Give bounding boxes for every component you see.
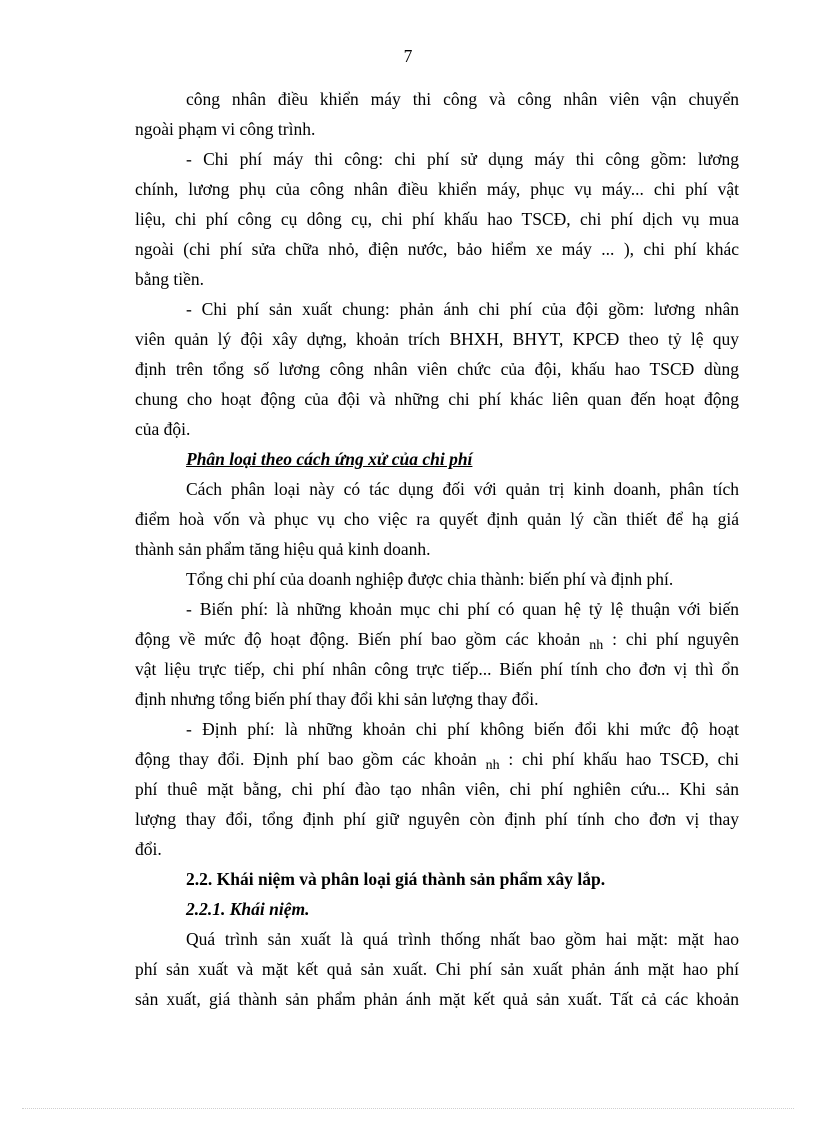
text-line: công nhân điều khiển máy thi công và công nhân viên vận chuyển xyxy=(186,89,739,109)
text-line: điểm hoà vốn và phục vụ cho việc ra quyết định quản lý cần thiết để hạ giá xyxy=(135,509,739,529)
text-line: 2.2.1. Khái niệm. xyxy=(186,899,310,919)
text-line: ngoài phạm vi công trình. xyxy=(135,119,316,139)
text-line: định trên tổng số lương công nhân viên chức của đội, khấu hao TSCĐ dùng xyxy=(135,359,739,379)
text-segment: : chi phí nguyên xyxy=(603,629,739,649)
text-line: - Chi phí máy thi công: chi phí sử dụng máy thi công gồm: lương xyxy=(186,149,739,169)
text-line: lượng thay đổi, tổng định phí giữ nguyên còn định phí tính cho đơn vị thay xyxy=(135,809,739,829)
text-line: sản xuất, giá thành sản phẩm phản ánh mặt kết quả sản xuất. Tất cả các khoản xyxy=(135,989,739,1009)
text-line: phí sản xuất và mặt kết quả sản xuất. Chi phí sản xuất phản ánh mặt hao phí xyxy=(135,959,739,979)
text-line xyxy=(135,744,739,774)
text-line: chung cho hoạt động của đội và những chi phí khác liên quan đến hoạt động xyxy=(135,389,739,409)
text-line: đổi. xyxy=(135,839,162,859)
text-line: liệu, chi phí công cụ dông cụ, chi phí khấu hao TSCĐ, chi phí dịch vụ mua xyxy=(135,209,739,229)
text-line: - Định phí: là những khoản chi phí không biến đổi khi mức độ hoạt xyxy=(186,719,739,739)
text-line: phí thuê mặt bằng, chi phí đào tạo nhân viên, chi phí nghiên cứu... Khi sản xyxy=(135,779,739,799)
text-line: của đội. xyxy=(135,419,191,439)
text-segment: : chi phí khấu hao TSCĐ, chi xyxy=(499,749,739,769)
text-segment: động về mức độ hoạt động. Biến phí bao gồm các khoản xyxy=(135,629,581,649)
text-line: chính, lương phụ của công nhân điều khiển máy, phục vụ máy... chi phí vật xyxy=(135,179,739,199)
text-line: 2.2. Khái niệm và phân loại giá thành sản phẩm xây lắp. xyxy=(186,869,606,889)
text-line: Phân loại theo cách ứng xử của chi phí xyxy=(186,449,473,469)
page-number: 7 xyxy=(403,46,413,66)
text-line: Tổng chi phí của doanh nghiệp được chia thành: biến phí và định phí. xyxy=(186,569,674,589)
text-line: vật liệu trực tiếp, chi phí nhân công trực tiếp... Biến phí tính cho đơn vị thì ổn xyxy=(135,659,739,679)
text-line xyxy=(135,624,739,654)
subscript-text: nh xyxy=(485,758,500,773)
text-line: - Chi phí sản xuất chung: phản ánh chi phí của đội gồm: lương nhân xyxy=(186,299,739,319)
page-bottom-rule xyxy=(22,1108,794,1109)
text-line: viên quản lý đội xây dựng, khoản trích BHXH, BHYT, KPCĐ theo tỷ lệ quy xyxy=(135,329,739,349)
text-line: ngoài (chi phí sửa chữa nhỏ, điện nước, bảo hiểm xe máy ... ), chi phí khác xyxy=(135,239,739,259)
text-line: định nhưng tổng biến phí thay đổi khi sản lượng thay đổi. xyxy=(135,689,539,709)
subscript-text: nh xyxy=(589,638,604,653)
text-line: thành sản phẩm tăng hiệu quả kinh doanh. xyxy=(135,539,431,559)
text-line: - Biến phí: là những khoản mục chi phí có quan hệ tỷ lệ thuận với biến xyxy=(186,599,739,619)
text-line: Quá trình sản xuất là quá trình thống nhất bao gồm hai mặt: mặt hao xyxy=(186,929,739,949)
document-body xyxy=(135,84,739,1014)
text-segment: động thay đổi. Định phí bao gồm các khoản xyxy=(135,749,477,769)
text-line: bằng tiền. xyxy=(135,269,205,289)
text-line: Cách phân loại này có tác dụng đối với quản trị kinh doanh, phân tích xyxy=(186,479,739,499)
